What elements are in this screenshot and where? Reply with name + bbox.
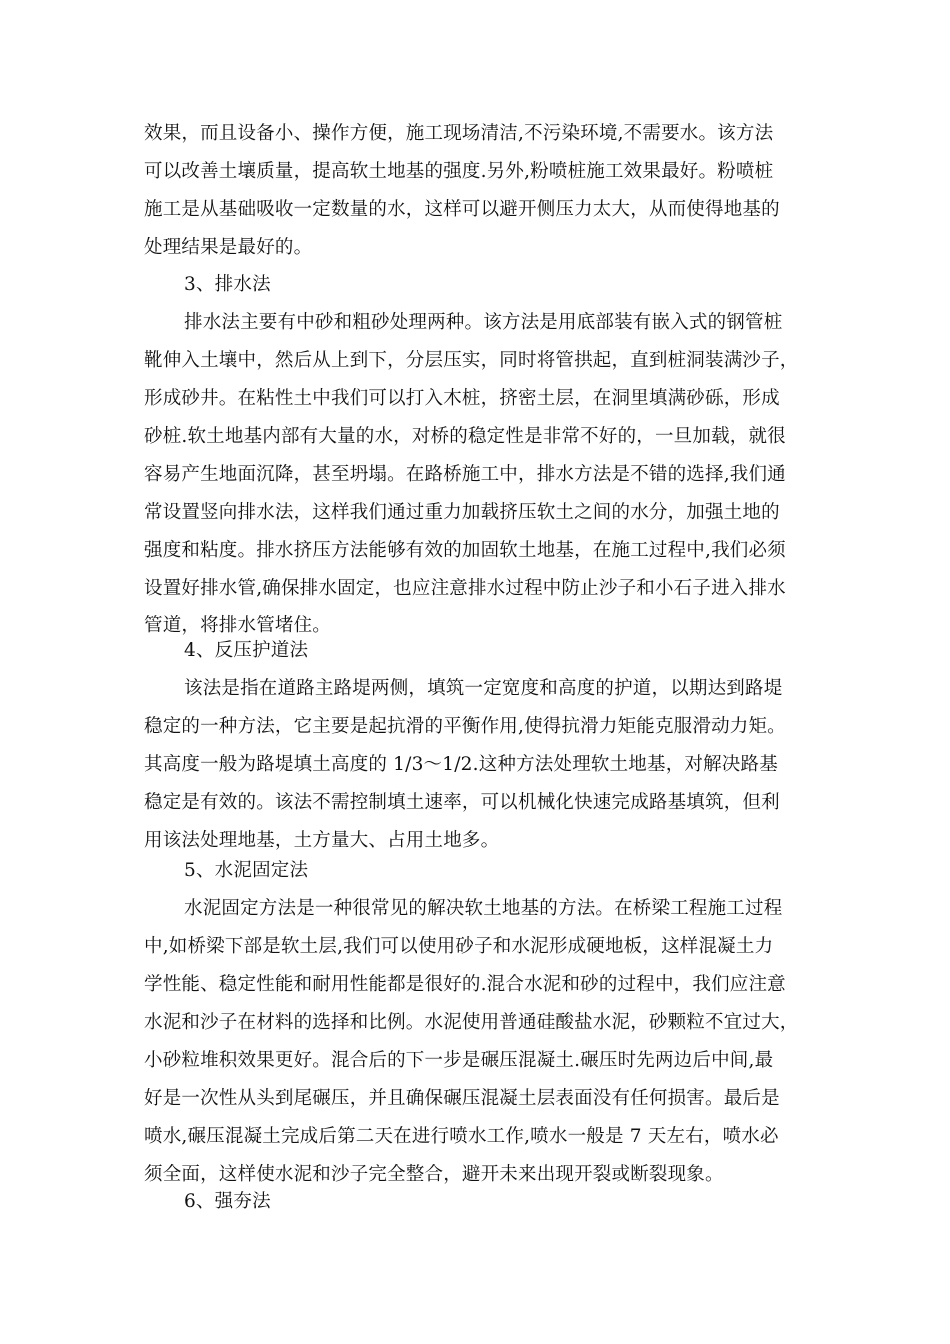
paragraph-line: 喷水,碾压混凝土完成后第二天在进行喷水工作,喷水一般是 7 天左右，喷水必 <box>144 1126 779 1147</box>
paragraph-line: 排水法主要有中砂和粗砂处理两种。该方法是用底部装有嵌入式的钢管桩 <box>184 312 783 333</box>
paragraph-line: 设置好排水管,确保排水固定，也应注意排水过程中防止沙子和小石子进入排水 <box>144 578 786 599</box>
paragraph-line: 用该法处理地基，土方量大、占用土地多。 <box>144 830 500 851</box>
section-heading-5: 5、水泥固定法 <box>184 860 309 881</box>
section-heading-4: 4、反压护道法 <box>184 640 309 661</box>
paragraph-line: 可以改善土壤质量，提高软土地基的强度.另外,粉喷桩施工效果最好。粉喷桩 <box>144 161 774 182</box>
paragraph-line: 施工是从基础吸收一定数量的水，这样可以避开侧压力太大，从而使得地基的 <box>144 199 780 220</box>
paragraph-line: 靴伸入土壤中，然后从上到下，分层压实，同时将管拱起，直到桩洞装满沙子， <box>144 350 799 371</box>
paragraph-line: 稳定是有效的。该法不需控制填土速率，可以机械化快速完成路基填筑，但利 <box>144 792 780 813</box>
paragraph-line: 水泥和沙子在材料的选择和比例。水泥使用普通硅酸盐水泥，砂颗粒不宜过大， <box>144 1012 799 1033</box>
paragraph-line: 该法是指在道路主路堤两侧，填筑一定宽度和高度的护道，以期达到路堤 <box>184 678 783 699</box>
paragraph-line: 容易产生地面沉降，甚至坍塌。在路桥施工中，排水方法是不错的选择,我们通 <box>144 464 786 485</box>
paragraph-line: 砂桩.软土地基内部有大量的水，对桥的稳定性是非常不好的，一旦加载，就很 <box>144 426 786 447</box>
paragraph-line: 学性能、稳定性能和耐用性能都是很好的.混合水泥和砂的过程中，我们应注意 <box>144 974 786 995</box>
paragraph-line: 处理结果是最好的。 <box>144 237 313 258</box>
paragraph-line: 稳定的一种方法，它主要是起抗滑的平衡作用,使得抗滑力矩能克服滑动力矩。 <box>144 716 786 737</box>
section-heading-6: 6、强夯法 <box>184 1191 271 1212</box>
paragraph-line: 形成砂井。在粘性土中我们可以打入木桩，挤密土层，在洞里填满砂砾，形成 <box>144 388 780 409</box>
section-heading-3: 3、排水法 <box>184 274 271 295</box>
paragraph-line: 中,如桥梁下部是软土层,我们可以使用砂子和水泥形成硬地板，这样混凝土力 <box>144 936 774 957</box>
paragraph-line: 须全面，这样使水泥和沙子完全整合，避开未来出现开裂或断裂现象。 <box>144 1164 724 1185</box>
paragraph-line: 效果，而且设备小、操作方便，施工现场清洁,不污染环境,不需要水。该方法 <box>144 123 774 144</box>
paragraph-line: 强度和粘度。排水挤压方法能够有效的加固软土地基，在施工过程中,我们必须 <box>144 540 786 561</box>
paragraph-line: 小砂粒堆积效果更好。混合后的下一步是碾压混凝土.碾压时先两边后中间,最 <box>144 1050 774 1071</box>
paragraph-line: 好是一次性从头到尾碾压，并且确保碾压混凝土层表面没有任何损害。最后是 <box>144 1088 780 1109</box>
paragraph-line: 水泥固定方法是一种很常见的解决软土地基的方法。在桥梁工程施工过程 <box>184 898 783 919</box>
paragraph-line: 其高度一般为路堤填土高度的 1/3～1/2.这种方法处理软土地基，对解决路基 <box>144 754 778 775</box>
paragraph-line: 管道，将排水管堵住。 <box>144 615 332 636</box>
paragraph-line: 常设置竖向排水法，这样我们通过重力加载挤压软土之间的水分，加强土地的 <box>144 502 780 523</box>
